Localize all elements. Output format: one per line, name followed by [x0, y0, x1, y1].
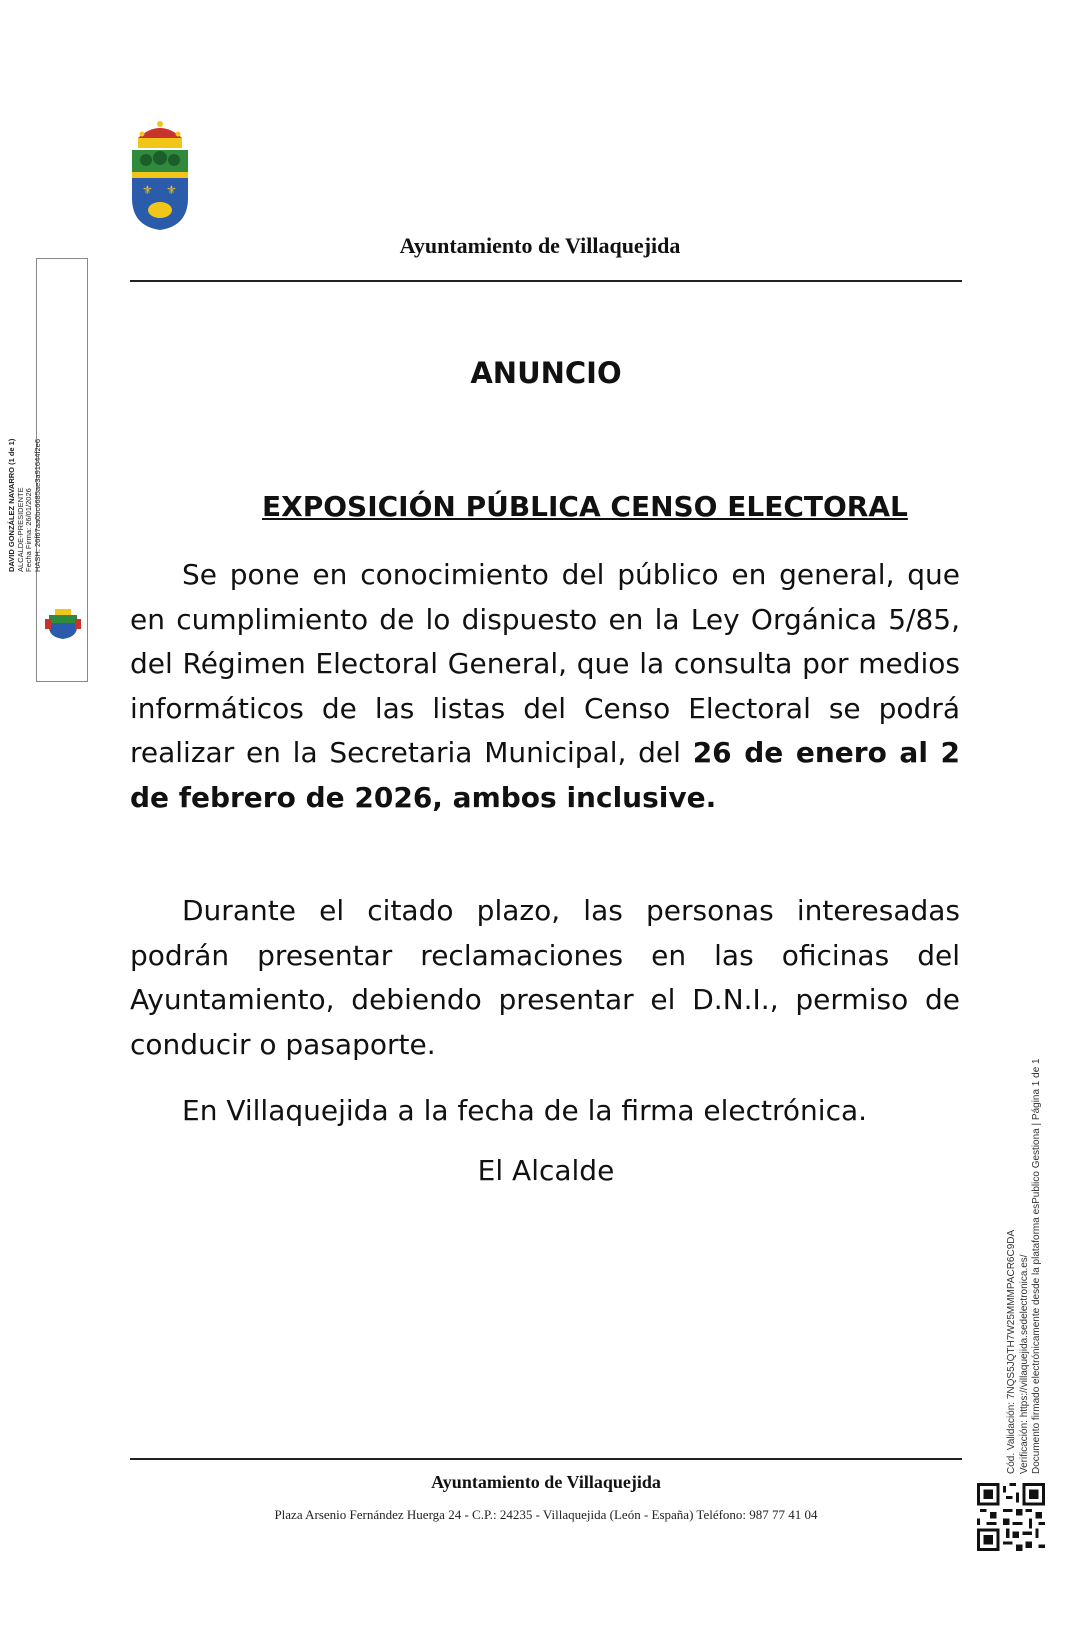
header-divider	[130, 280, 962, 282]
stamp-signer: DAVID GONZÁLEZ NAVARRO (1 de 1)	[7, 438, 16, 572]
document-subtitle: EXPOSICIÓN PÚBLICA CENSO ELECTORAL	[262, 490, 908, 523]
document-title: ANUNCIO	[470, 356, 622, 390]
footer-address: Plaza Arsenio Fernández Huerga 24 - C.P.: 24235 - Villaquejida (León - España) Teléfono: 987 77 41 04	[274, 1507, 818, 1522]
paragraph-1-dates: 26 de enero al 2 de febrero de 2026, ambos inclusive.	[130, 736, 960, 814]
stamp-role: ALCALDE-PRESIDENTE	[15, 487, 25, 572]
coat-of-arms-logo	[128, 120, 192, 232]
paragraph-3-text: En Villaquejida a la fecha de la firma electrónica.	[182, 1094, 868, 1127]
paragraph-2-text: Durante el citado plazo, las personas interesadas podrán presentar reclamaciones en las oficinas del Ayuntamiento, debiendo presentar el D.N.I., permiso de conducir o pasaporte.	[130, 894, 960, 1061]
paragraph-1-text: Se pone en conocimiento del público en general, que en cumplimiento de lo dispuesto en la Ley Orgánica 5/85, del Régimen Electoral General, que la consulta por medios informáticos de las listas del Censo Electoral se podrá realizar en la Secretaria Municipal, del	[130, 558, 960, 769]
verification-code: Cód. Validación: 7NQS5JQTH7W25MMMPACR6C9DA	[1006, 1229, 1017, 1474]
stamp-date: Fecha Firma: 26/01/2026	[24, 488, 34, 572]
footer-divider	[130, 1458, 962, 1460]
stamp-hash: HASH: 26f67aa0bc6685ae3a91644f2e6	[32, 438, 42, 572]
header-org-name: Ayuntamiento de Villaquejida	[399, 233, 681, 258]
paragraph-1	[130, 553, 960, 820]
signature-stamp	[32, 258, 88, 682]
signoff: El Alcalde	[477, 1154, 615, 1187]
signature-stamp-text	[8, 382, 42, 572]
paragraph-3	[130, 1089, 960, 1134]
paragraph-2	[130, 889, 960, 1067]
qr-code-icon	[977, 1483, 1045, 1551]
verification-url: Verificación: https://villaquejida.sedelectronica.es/	[1018, 1254, 1030, 1474]
verification-block	[1006, 1004, 1044, 1474]
verification-note: Documento firmado electrónicamente desde la plataforma esPublico Gestiona | Página 1 de 1	[1031, 1058, 1042, 1474]
svg-text:⚜: ⚜	[142, 183, 153, 197]
svg-text:⚜: ⚜	[166, 183, 177, 197]
stamp-coat-of-arms-icon	[43, 609, 83, 639]
footer-org-name: Ayuntamiento de Villaquejida	[431, 1472, 661, 1492]
